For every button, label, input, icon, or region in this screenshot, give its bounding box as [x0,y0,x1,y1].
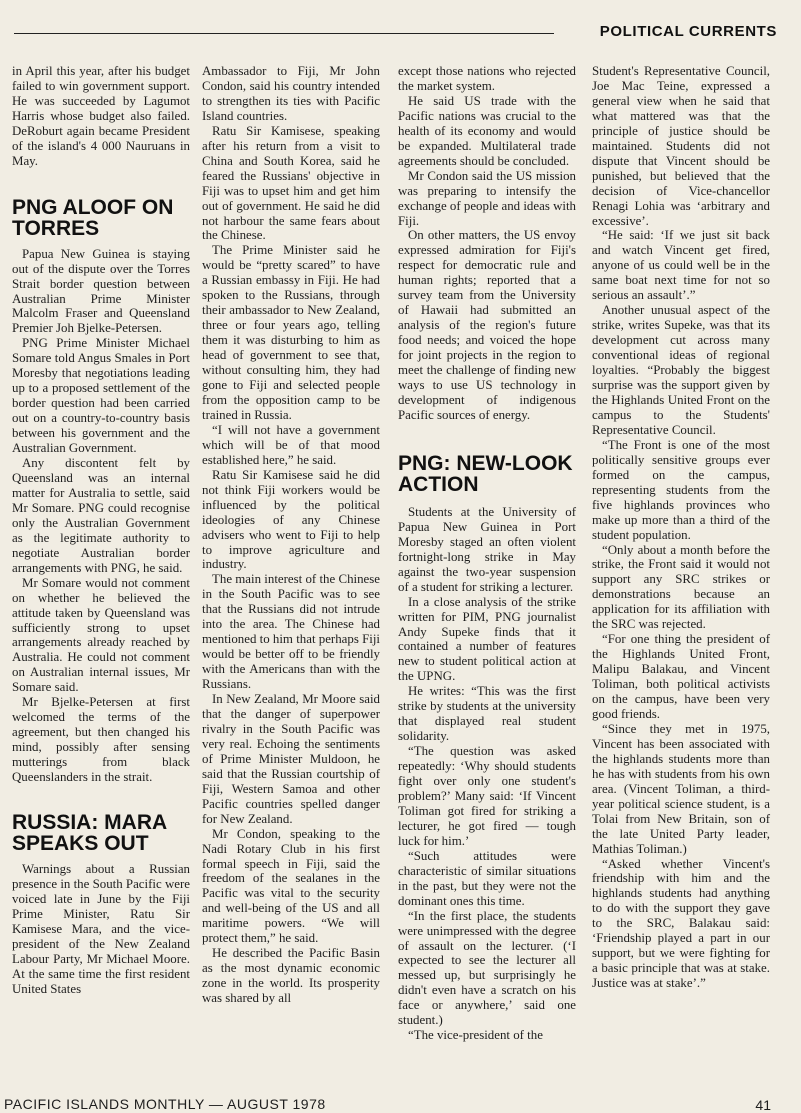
paragraph: “In the first place, the students were unimpressed with the degree of assault on the lecturer. (‘I expected to see the lecturer all messed up, but surprisingly he didn't even have a scratch on his face or anywhere,’ said one student.) [398,908,576,1028]
paragraph: “The Front is one of the most politically sensitive groups ever formed on the campus, representing students from the five highlands provinces who make up more than a third of the student population. [592,437,770,542]
column-2 [202,64,380,1006]
paragraph: Warnings about a Russian presence in the South Pacific were voiced late in June by the Fiji Prime Minister, Ratu Sir Kamisese Mara, and the vice-president of the New Zealand Labour Party, Mr Michael Moore. At the same time the first resident United States [12,861,190,996]
paragraph: Students at the University of Papua New Guinea in Port Moresby staged an often violent fortnight-long strike in May against the two-year suspension of a student for striking a lecturer. [398,504,576,594]
paragraph: Ratu Sir Kamisese, speaking after his return from a visit to China and South Korea, said he feared the Russians' objective in Fiji was to upset him and get him out of government. He said he did not harbour the same fears about the Chinese. [202,123,380,243]
paragraph: He said US trade with the Pacific nations was crucial to the health of its economy and would be expanded. Multilateral trade agreements should be concluded. [398,93,576,168]
paragraph: Another unusual aspect of the strike, writes Supeke, was that its development cut across many conventional ideas of regional loyalties. “Probably the biggest surprise was the support given by the Highlands United Front on the campus to the Students' Representative Council. [592,303,770,437]
paragraph: “For one thing the president of the Highlands United Front, Malipu Balakau, and Vincent Toliman, both political activists on the campus, have been very good friends. [592,632,770,721]
headline-png-aloof: PNG ALOOF ON TORRES [12,195,174,241]
paragraph: “The question was asked repeatedly: ‘Why should students fight over only one student's problem?’ Many said: ‘If Vincent Toliman got fired for striking a lecturer, he got fired — tough luck for him.’ [398,744,576,848]
paragraph: “Such attitudes were characteristic of similar situations in the past, but they were not the dominant ones this time. [398,848,576,908]
paragraph: In New Zealand, Mr Moore said that the danger of superpower rivalry in the South Pacific was very real. Echoing the sentiments of Prime Minister Muldoon, he said that the Russian courtship of Fiji, Western Samoa and other Pacific countries spelled danger for New Zealand. [202,692,380,826]
paragraph: Mr Somare would not comment on whether he believed the attitude taken by Queensland was sufficiently strong to upset arrangements already reached by Australia. He could not comment on Australian internal issues, Mr Somare said. [12,575,190,695]
paragraph: “Asked whether Vincent's friendship with him and the highlands students had anything to do with the support they gave to the SRC, Balakau said: ‘Friendship played a part in our support, but we were fighting for a basic principle that was at stake. Justice was at stake’.” [592,856,770,991]
column-3 [398,64,576,1043]
headline-russia-mara: RUSSIA: MARA SPEAKS OUT [12,810,167,856]
paragraph: Ambassador to Fiji, Mr John Condon, said his country intended to strengthen its ties with Pacific Island countries. [202,64,380,123]
paragraph: Ratu Sir Kamisese said he did not think Fiji workers would be influenced by the political ideologies of any Chinese advisers who went to Fiji to help to improve agriculture and industry. [202,467,380,572]
paragraph: The Prime Minister said he would be “pretty scared” to have a Russian embassy in Fiji. He had spoken to the Russians, through their ambassador to New Zealand, three or four years ago, telling them it was disturbing to him as head of government to see that, without consulting him, they had gone to Fiji and selected people from the opposition camp to be trained in Russia. [202,243,380,422]
paragraph: “The vice-president of the [408,1028,543,1043]
header-rule [14,33,554,34]
paragraph: in April this year, after his budget failed to win government support. He was succeeded by Lagumot Harris whose budget also failed. DeRoburt again became President of the island's 4 000 Nauruans in May. [12,64,190,168]
paragraph: “Only about a month before the strike, the Front said it would not support any SRC strikes or demonstrations because an application for its affiliation with the SRC was rejected. [592,542,770,632]
paragraph: Mr Condon, speaking to the Nadi Rotary Club in his first formal speech in Fiji, said the freedom of the sealanes in the Pacific was vital to the security and well-being of the US and all maritime powers. “We will protect them,” he said. [202,826,380,946]
paragraph: On other matters, the US envoy expressed admiration for Fiji's respect for democratic rule and human rights; reported that a survey team from the University of Hawaii had submitted an analysis of the region's future food needs; and voiced the hope for joint projects in the region to meet the challenge of finding new ways to use US technology in development of indigenous Pacific sources of energy. [398,228,576,422]
paragraph: Papua New Guinea is staying out of the dispute over the Torres Strait border question between Australian Prime Minister Malcolm Fraser and Queensland Premier Joh Bjelke-Petersen. [12,246,190,336]
paragraph: except those nations who rejected the market system. [398,64,576,93]
paragraph: Any discontent felt by Queensland was an internal matter for Australia to settle, said Mr Somare. PNG could recognise only the Australian Government as the legitimate authority to negotiate Australian border arrangements with PNG, he said. [12,456,190,575]
paragraph: PNG Prime Minister Michael Somare told Angus Smales in Port Moresby that negotiations leading up to a proposed settlement of the border question had been carried out on a country-to-country basis between his government and the Australian Government. [12,336,190,456]
paragraph: “He said: ‘If we just sit back and watch Vincent get fired, anyone of us could well be in the same boat next time for not so serious an assault’.” [592,228,770,303]
section-title: POLITICAL CURRENTS [599,23,777,40]
paragraph: Mr Condon said the US mission was preparing to intensify the exchange of people and ideas with Fiji. [398,168,576,228]
column-1 [12,64,190,997]
paragraph: Student's Representative Council, Joe Mac Teine, expressed a general view when he said that what mattered was that the principle of justice should be maintained. Students did not dispute that Vincent should be punished, but believed that the decision of Vice-chancellor Renagi Lohia was ‘arbitrary and excessive’. [592,64,770,228]
page-number: 41 [755,1097,771,1113]
footer-publication: PACIFIC ISLANDS MONTHLY — AUGUST 1978 [4,1096,326,1112]
paragraph: “Since they met in 1975, Vincent has been associated with the highlands students more than he has with students from his own area. (Vincent Toliman, a third-year political science student, is a Tolai from New Britain, son of the late United Party leader, Mathias Toliman.) [592,721,770,856]
paragraph: The main interest of the Chinese in the South Pacific was to see that the Russians did not intrude into the area. The Chinese had mentioned to him that perhaps Fiji would be better off to be friendly with the Americans than with the Russians. [202,572,380,692]
paragraph: He described the Pacific Basin as the most dynamic economic zone in the world. Its prosperity was shared by all [202,946,380,1006]
paragraph: Mr Bjelke-Petersen at first welcomed the terms of the agreement, but then changed his mind, possibly after sensing mutterings from black Queenslanders in the strait. [12,695,190,785]
paragraph: “I will not have a government which will be of that mood established here,” he said. [202,422,380,467]
paragraph: In a close analysis of the strike written for PIM, PNG journalist Andy Supeke finds that it contained a number of features new to student political action at the UPNG. [398,594,576,684]
headline-png-new-look: PNG: NEW-LOOK ACTION [398,451,573,497]
paragraph: He writes: “This was the first strike by students at the university that displayed real student solidarity. [398,684,576,744]
column-4 [592,64,770,991]
